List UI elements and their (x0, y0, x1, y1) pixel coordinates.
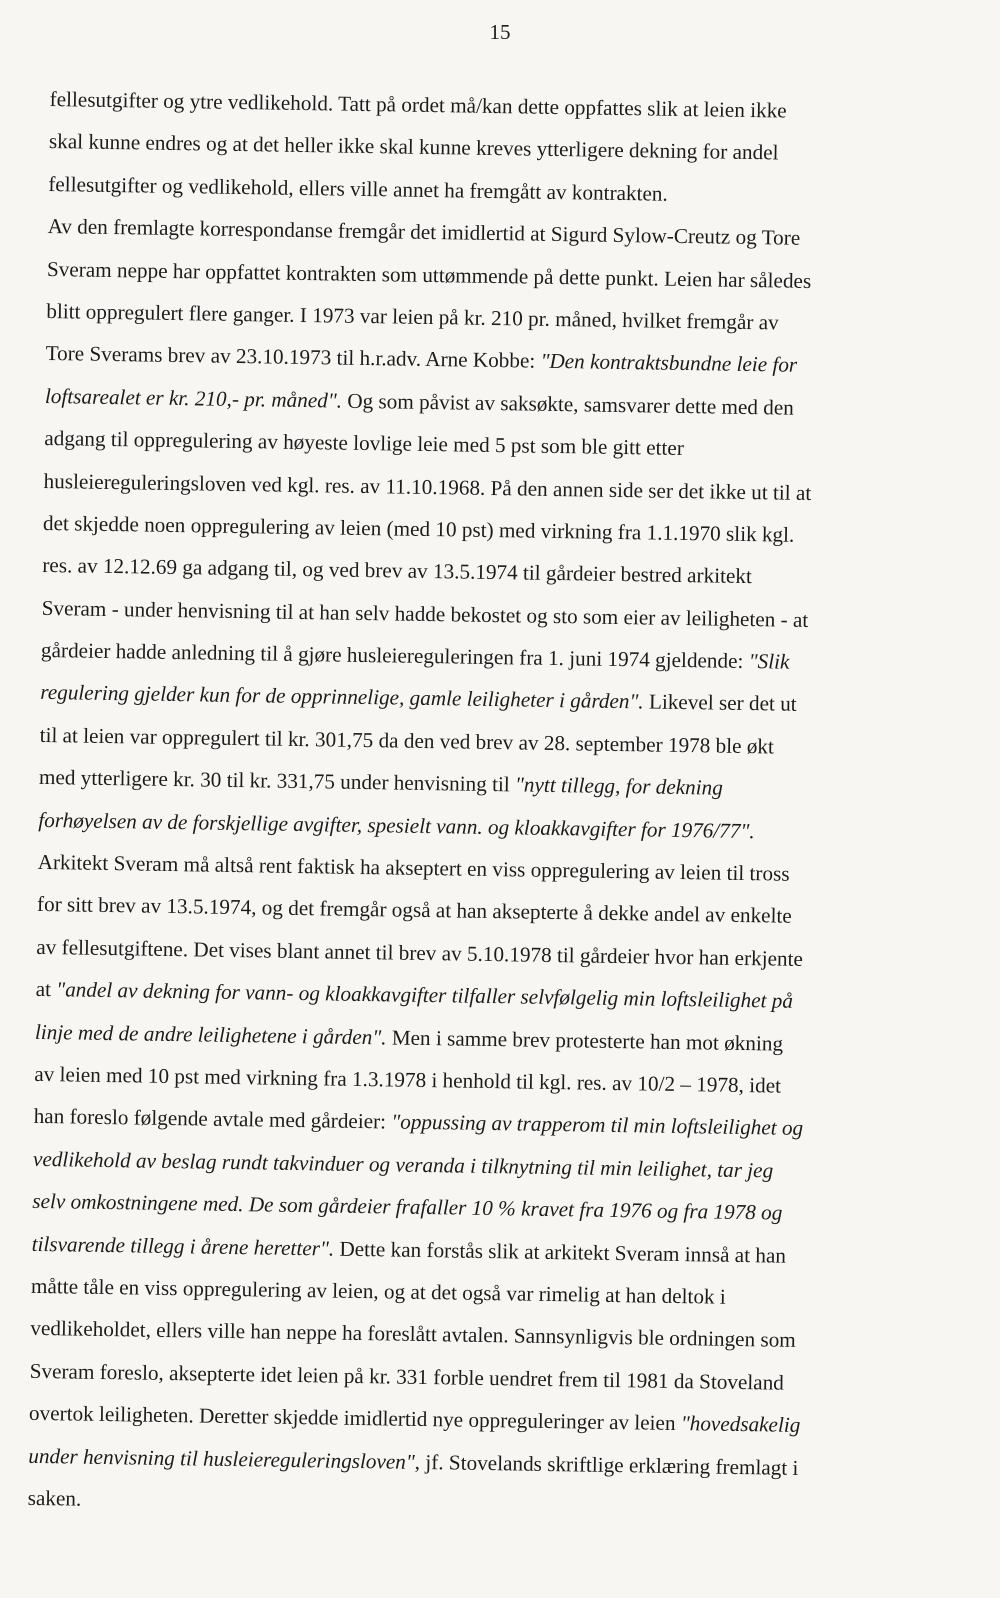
body-text-segment: til at leien var oppregulert til kr. 301,75 da den ved brev av 28. september 1978 ble økt (39, 722, 775, 759)
body-text-segment: Sveram - under henvisning til at han selv hadde bekostet og sto som eier av leiligheten - at (41, 595, 809, 632)
body-text-segment: vedlikeholdet, ellers ville han neppe ha foreslått avtalen. Sannsynligvis ble ordningen som (30, 1316, 796, 1353)
body-text-segment: det skjedde noen oppregulering av leien (med 10 pst) med virkning fra 1.1.1970 slik kgl. (42, 510, 795, 547)
body-text-segment: Dette kan forstås slik at arkitekt Sveram innså at han (333, 1236, 787, 1268)
body-text-segment: Likevel ser det ut (643, 689, 797, 717)
quoted-text: "hovedsakelig (680, 1411, 801, 1438)
quoted-text: loftsarealet er kr. 210,- pr. måned". (44, 383, 343, 413)
quoted-text: "Den kontraktsbundne leie for (540, 349, 798, 378)
body-text-segment: gårdeier hadde anledning til å gjøre husleiereguleringen fra 1. juni 1974 gjeldende: (40, 638, 749, 674)
body-text (27, 78, 950, 1533)
body-text-segment: av leien med 10 pst med virkning fra 1.3.1978 i henhold til kgl. res. av 10/2 – 1978, idet (34, 1061, 782, 1098)
quoted-text: "Slik (748, 649, 790, 674)
quoted-text: under henvisning til husleiereguleringsloven" (28, 1443, 415, 1474)
body-text-segment: Sveram foreslo, aksepterte idet leien på kr. 331 forble uendret frem til 1981 da Stoveland (29, 1358, 785, 1395)
quoted-text: vedlikehold av beslag rundt takvinduer og veranda i tilknytning til min leilighet, tar jeg (32, 1146, 774, 1183)
quoted-text: selv omkostningene med. De som gårdeier frafaller 10 % kravet fra 1976 og fra 1978 og (32, 1189, 783, 1225)
body-text-segment: Og som påvist av saksøkte, samsvarer dette med den (341, 388, 795, 420)
body-text-segment: med ytterligere kr. 30 til kr. 331,75 under henvisning til (38, 765, 516, 797)
quoted-text: tilsvarende tillegg i årene heretter". (31, 1231, 335, 1261)
body-text-segment: måtte tåle en viss oppregulering av leien, og at det også var rimelig at han deltok i (30, 1273, 726, 1309)
body-text-segment: saken. (27, 1485, 82, 1511)
body-text-segment: Tore Sverams brev av 23.10.1973 til h.r.adv. Arne Kobbe: (45, 341, 541, 374)
body-text-segment: at (35, 977, 57, 1002)
body-text-segment: res. av 12.12.69 ga adgang til, og ved brev av 13.5.1974 til gårdeier bestred arkitekt (42, 553, 753, 589)
body-text-segment: , jf. Stovelands skriftlige erklæring fremlagt i (414, 1449, 799, 1480)
quoted-text: "andel av dekning for vann- og kloakkavgifter tilfaller selvfølgelig min loftsleilighet på (56, 977, 794, 1013)
body-text-segment: fellesutgifter og vedlikehold, ellers ville annet ha fremgått av kontrakten. (48, 171, 668, 206)
body-text-segment: Arkitekt Sveram må altså rent faktisk ha akseptert en viss oppregulering av leien til tross (37, 849, 790, 886)
quoted-text: forhøyelsen av de forskjellige avgifter, spesielt vann. og kloakkavgifter for 1976/77". (38, 807, 755, 843)
quoted-text: linje med de andre leilighetene i gården". (34, 1019, 387, 1049)
body-text-segment: blitt oppregulert flere ganger. I 1973 var leien på kr. 210 pr. måned, hvilket fremgår av (46, 298, 779, 335)
quoted-text: "oppussing av trapperom til min loftsleilighet og (391, 1109, 804, 1141)
body-text-segment: adgang til oppregulering av høyeste lovlige leie med 5 pst som ble gitt etter (44, 426, 685, 461)
body-text-segment: husleiereguleringsloven ved kgl. res. av 11.10.1968. På den annen side ser det ikke ut til at (43, 468, 812, 505)
body-text-segment: overtok leiligheten. Deretter skjedde imidlertid nye oppreguleringer av leien (28, 1400, 682, 1436)
body-text-segment: for sitt brev av 13.5.1974, og det fremgår også at han aksepterte å dekke andel av enkelte (36, 892, 792, 929)
body-text-segment: skal kunne endres og at det heller ikke skal kunne kreves ytterligere dekning for andel (48, 129, 779, 165)
page-number: 15 (489, 20, 511, 44)
body-text-segment: fellesutgifter og ytre vedlikehold. Tatt på ordet må/kan dette oppfattes slik at leien ikke (49, 86, 787, 123)
quoted-text: "nytt tillegg, for dekning (514, 772, 723, 800)
body-text-segment: av fellesutgiftene. Det vises blant annet til brev av 5.10.1978 til gårdeier hvor han erkjente (36, 934, 804, 971)
body-text-segment: han foreslo følgende avtale med gårdeier: (33, 1104, 392, 1134)
body-text-segment: Av den fremlagte korrespondanse fremgår det imidlertid at Sigurd Sylow-Creutz og Tore (47, 214, 801, 250)
quoted-text: regulering gjelder kun for de opprinnelige, gamle leiligheter i gården". (40, 680, 644, 714)
body-text-segment: Men i samme brev protesterte han mot økning (386, 1024, 784, 1056)
body-text-segment: Sveram neppe har oppfattet kontrakten som uttømmende på dette punkt. Leien har således (46, 256, 812, 293)
